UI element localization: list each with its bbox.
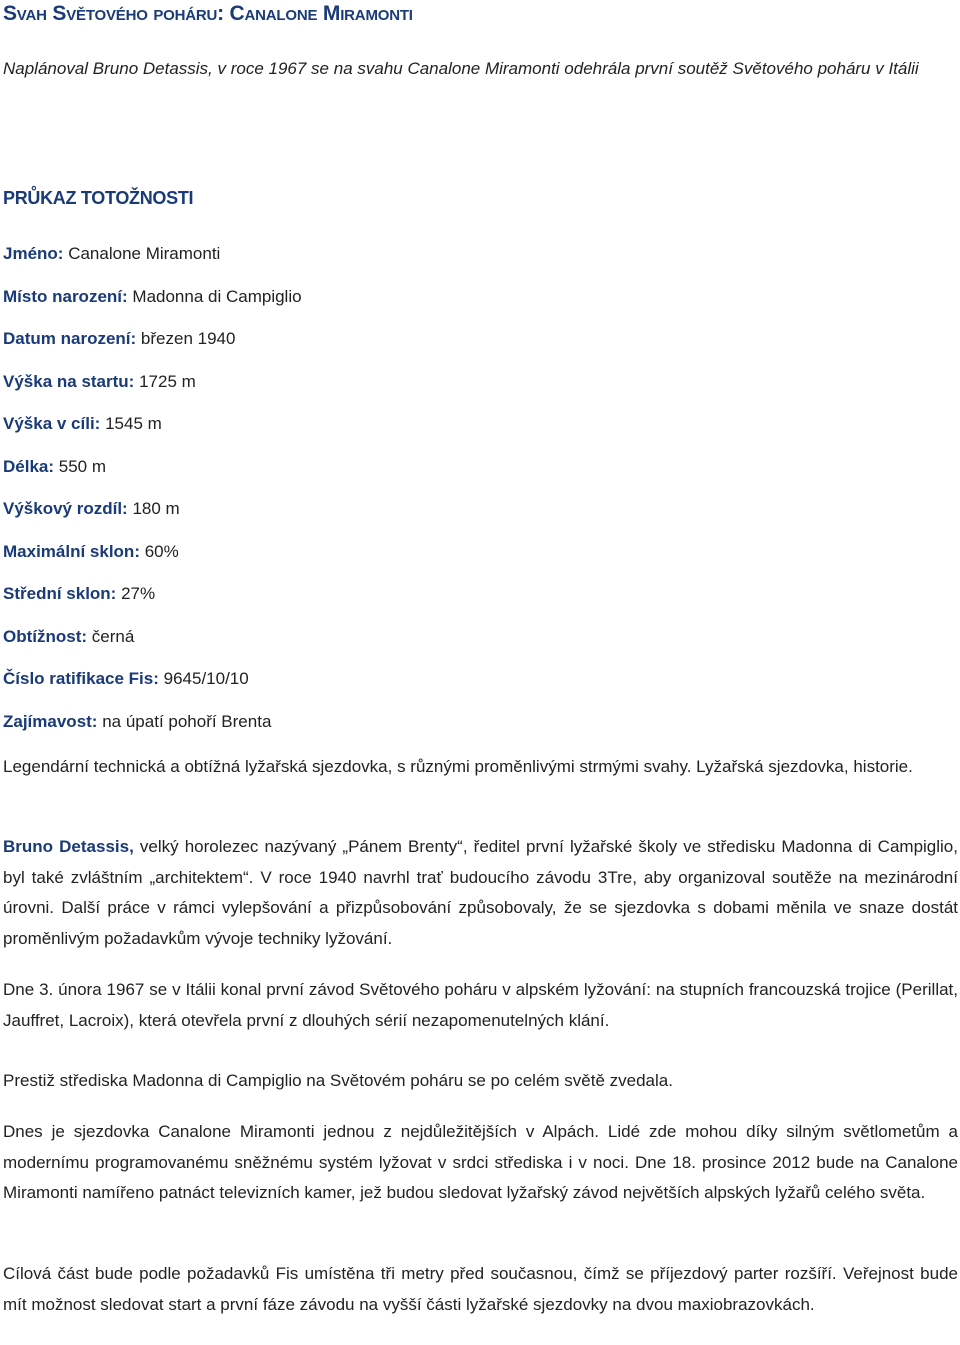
field-value: Canalone Miramonti [68,244,221,263]
field-label: Výška v cíli: [3,414,101,433]
field-value: 550 m [58,457,107,476]
field-label: Číslo ratifikace Fis: [3,669,159,688]
paragraph-bold-name: Bruno Detassis, [3,837,134,856]
field-label: Jméno: [3,244,64,263]
field-name [3,244,220,264]
paragraph-detassis [3,832,958,954]
paragraph-prestige: Prestiž střediska Madonna di Campiglio na Světovém poháru se po celém světě zvedala. [3,1071,673,1090]
field-start-altitude [3,372,196,392]
field-label: Místo narození: [3,287,128,306]
field-length [3,457,106,477]
paragraph-intro: Legendární technická a obtížná lyžařská sjezdovka, s různými proměnlivými strmými svahy. Lyžařská sjezdovka, historie. [3,757,913,776]
field-curiosity [3,712,271,732]
field-label: Datum narození: [3,329,137,348]
paragraph-body: velký horolezec nazývaný „Pánem Brenty“, ředitel první lyžařské školy ve středisku Madonna di Campiglio, byl také zvláštním „architektem“. V roce 1940 navrhl trať budoucího závodu 3Tre, aby organizoval soutěže na mezinárodní úrovni. Další práce v rámci vylepšování a přizpůsobování způsobovaly, že se sjezdovka s dobami měnila ve snaze dostát proměnlivým požadavkům vývoje techniky lyžování. [3,837,958,948]
field-value: 1725 m [139,372,196,391]
intro-text: Naplánoval Bruno Detassis, v roce 1967 se na svahu Canalone Miramonti odehrála první soutěž Světového poháru v Itálii [3,59,919,78]
page-title: Svah Světového poháru: Canalone Miramonti [3,2,413,25]
field-finish-altitude [3,414,162,434]
field-birthdate [3,329,235,349]
field-label: Výškový rozdíl: [3,499,128,518]
field-label: Délka: [3,457,55,476]
field-value: 180 m [132,499,180,518]
id-section-heading: PRŮKAZ TOTOŽNOSTI [3,188,194,208]
field-value: 9645/10/10 [163,669,249,688]
field-value: březen 1940 [140,329,236,348]
field-value: Madonna di Campiglio [132,287,302,306]
field-label: Obtížnost: [3,627,88,646]
field-value: 27% [121,584,156,603]
field-value: 1545 m [105,414,162,433]
field-vertical-drop [3,499,180,519]
field-avg-gradient [3,584,155,604]
field-value: na úpatí pohoří Brenta [102,712,272,731]
field-value: černá [91,627,135,646]
field-label: Maximální sklon: [3,542,140,561]
field-fis-number [3,669,249,689]
field-max-gradient [3,542,179,562]
field-label: Výška na startu: [3,372,135,391]
field-value: 60% [144,542,179,561]
field-birthplace [3,287,302,307]
paragraph-first-race: Dne 3. února 1967 se v Itálii konal první závod Světového poháru v alpském lyžování: na stupních francouzská trojice (Perillat, Jauffret, Lacroix), která otevřela první z dlouhých sérií nezapomenutelných klání. [3,980,958,1030]
field-difficulty [3,627,134,647]
paragraph-finish-area: Cílová část bude podle požadavků Fis umístěna tři metry před současnou, čímž se příjezdový parter rozšíří. Veřejnost bude mít možnost sledovat start a první fáze závodu na vyšší části lyžařské sjezdovky na dvou maxiobrazovkách. [3,1264,958,1314]
field-label: Střední sklon: [3,584,117,603]
field-label: Zajímavost: [3,712,98,731]
paragraph-today: Dnes je sjezdovka Canalone Miramonti jednou z nejdůležitějších v Alpách. Lidé zde mohou díky silným světlometům a modernímu programovanému sněžnému systém lyžovat v srdci střediska i v noci. Dne 18. prosince 2012 bude na Canalone Miramonti namířeno patnáct televizních kamer, jež budou sledovat lyžařský závod největších alpských lyžařů celého světa. [3,1122,958,1202]
